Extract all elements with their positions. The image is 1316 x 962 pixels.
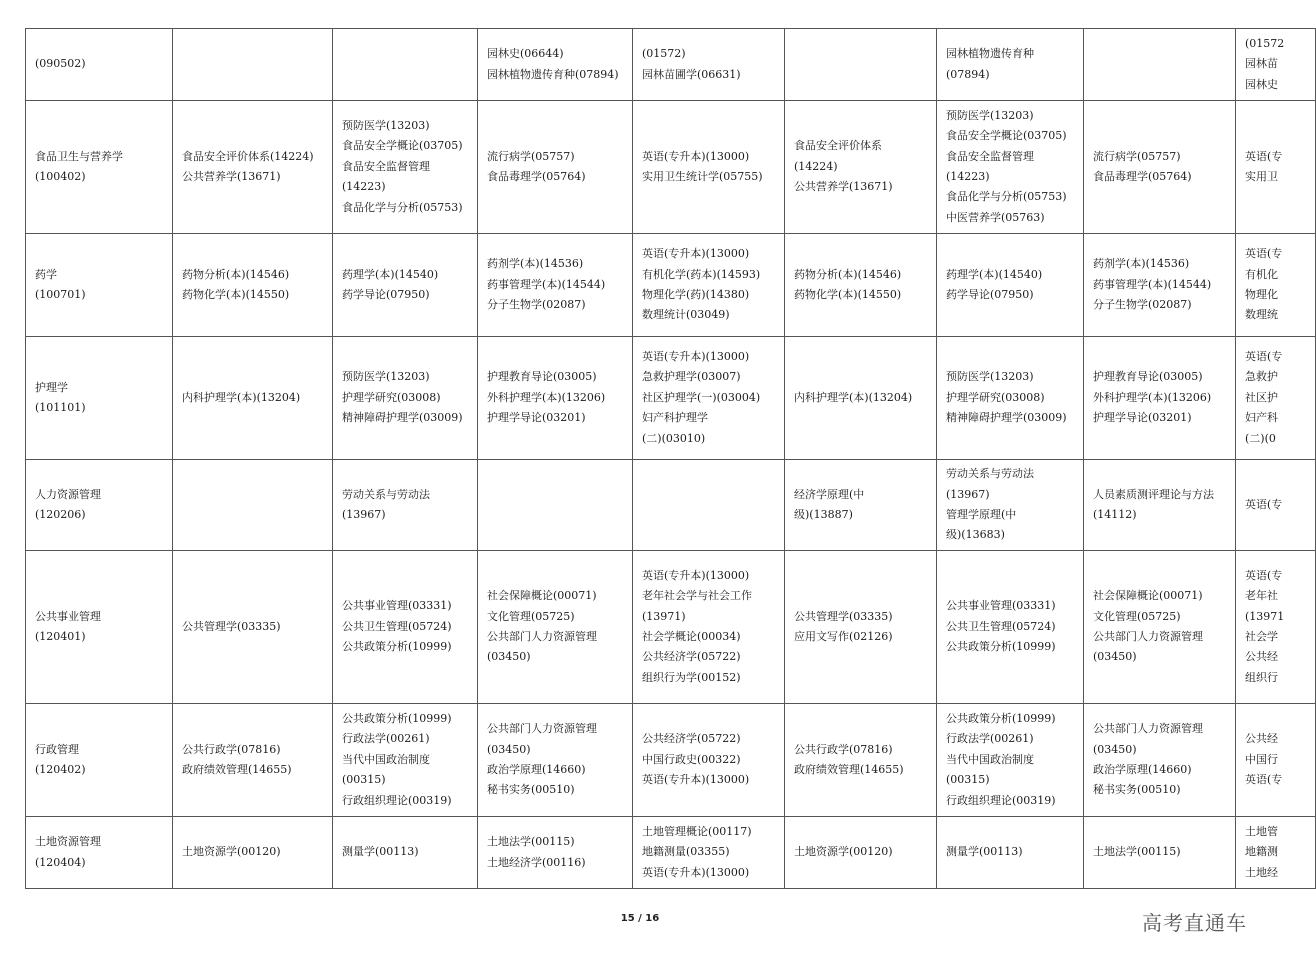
course-entry: 公共政策分析(10999) bbox=[342, 711, 452, 725]
course-entry: 社会保障概论(00071) bbox=[487, 589, 597, 603]
course-col-2 bbox=[173, 704, 333, 817]
course-entry: 药剂学(本)(14536) bbox=[487, 257, 584, 271]
course-entry: 级)(13887) bbox=[794, 508, 853, 521]
course-entry: 中国行 bbox=[1245, 752, 1278, 766]
course-entry: 药剂学(本)(14536) bbox=[1093, 257, 1190, 271]
course-entry: 土地经济学(00116) bbox=[487, 855, 586, 869]
course-entry: 食品安全监督管理 bbox=[342, 159, 430, 173]
course-col-3 bbox=[333, 234, 478, 337]
course-entry: (13967) bbox=[342, 508, 386, 521]
course-entry: 英语(专 bbox=[1245, 149, 1283, 163]
major-code: (120401) bbox=[35, 630, 86, 643]
course-col-4 bbox=[478, 551, 633, 704]
course-entry: 英语(专 bbox=[1245, 773, 1283, 787]
course-entry: (01572) bbox=[642, 47, 686, 61]
course-entry: 内科护理学(本)(13204) bbox=[794, 390, 913, 404]
course-entry: 英语(专升本)(13000) bbox=[642, 349, 750, 363]
major-name: 护理学 bbox=[35, 380, 68, 394]
course-col-3 bbox=[333, 101, 478, 234]
course-entry: 土地资源学(00120) bbox=[182, 845, 281, 859]
course-col-6 bbox=[785, 551, 937, 704]
course-col-2 bbox=[173, 817, 333, 889]
course-entry: 文化管理(05725) bbox=[1093, 609, 1181, 623]
course-entry: 公共部门人力资源管理 bbox=[1093, 722, 1203, 736]
course-col-7 bbox=[937, 337, 1084, 460]
course-entry: 物理化学(药)(14380) bbox=[642, 288, 750, 301]
major-code: (100402) bbox=[35, 170, 86, 183]
major-code: (120206) bbox=[35, 508, 86, 521]
course-entry: 公共事业管理(03331) bbox=[946, 599, 1056, 613]
course-col-8 bbox=[1084, 704, 1236, 817]
course-col-6 bbox=[785, 704, 937, 817]
course-col-5 bbox=[633, 234, 785, 337]
course-entry: 药事管理学(本)(14544) bbox=[1093, 277, 1212, 291]
course-entry: 行政法学(00261) bbox=[946, 732, 1034, 746]
course-entry: (14224) bbox=[794, 159, 838, 173]
course-col-6 bbox=[785, 817, 937, 889]
course-entry: 组织行 bbox=[1245, 670, 1278, 684]
major-code: (120402) bbox=[35, 763, 86, 776]
course-col-9-clipped bbox=[1236, 460, 1316, 551]
course-entry: 公共经济学(05722) bbox=[642, 732, 741, 746]
course-entry: 护理学导论(03201) bbox=[1093, 411, 1192, 425]
course-entry: 英语(专 bbox=[1245, 497, 1283, 511]
course-entry: (01572 bbox=[1245, 36, 1285, 50]
course-entry: (14223) bbox=[342, 180, 386, 194]
course-entry: (03450) bbox=[487, 742, 531, 756]
course-entry: 级)(13683) bbox=[946, 528, 1005, 542]
course-entry: 精神障碍护理学(03009) bbox=[946, 411, 1067, 425]
course-entry: 急救护 bbox=[1245, 370, 1278, 384]
course-entry: 外科护理学(本)(13206) bbox=[1093, 390, 1212, 404]
course-entry: 药物分析(本)(14546) bbox=[794, 267, 902, 281]
course-col-3 bbox=[333, 337, 478, 460]
course-entry: 政治学原理(14660) bbox=[1093, 763, 1192, 776]
course-entry: 食品安全学概论(03705) bbox=[342, 139, 463, 153]
course-entry: 精神障碍护理学(03009) bbox=[342, 411, 463, 425]
course-entry: 流行病学(05757) bbox=[487, 149, 575, 163]
course-entry: 实用卫生统计学(05755) bbox=[642, 170, 763, 183]
course-entry: 秘书实务(00510) bbox=[1093, 783, 1181, 797]
major-course-table-page bbox=[25, 28, 1316, 889]
major-name-cell bbox=[26, 704, 173, 817]
course-col-2 bbox=[173, 337, 333, 460]
course-entry: 土地法学(00115) bbox=[1093, 845, 1181, 859]
course-entry: (13967) bbox=[946, 487, 990, 501]
course-col-7 bbox=[937, 460, 1084, 551]
course-entry: 数理统计(03049) bbox=[642, 308, 730, 322]
course-entry: 秘书实务(00510) bbox=[487, 783, 575, 797]
course-col-2 bbox=[173, 101, 333, 234]
course-col-7 bbox=[937, 817, 1084, 889]
course-col-3 bbox=[333, 551, 478, 704]
course-entry: 护理学研究(03008) bbox=[946, 390, 1045, 404]
course-entry: (13971) bbox=[642, 609, 686, 623]
course-entry: 公共政策分析(10999) bbox=[946, 711, 1056, 725]
course-col-2 bbox=[173, 460, 333, 551]
course-col-6 bbox=[785, 234, 937, 337]
course-entry: (03450) bbox=[1093, 650, 1137, 664]
table-row bbox=[26, 551, 1316, 704]
course-entry: 测量学(00113) bbox=[946, 845, 1023, 859]
major-name: 药学 bbox=[35, 267, 57, 281]
course-entry: 护理教育导论(03005) bbox=[487, 370, 597, 384]
course-entry: 中医营养学(05763) bbox=[946, 210, 1045, 224]
major-name: 人力资源管理 bbox=[35, 487, 101, 501]
course-entry: 食品安全评价体系 bbox=[794, 139, 882, 153]
course-entry: 流行病学(05757) bbox=[1093, 149, 1181, 163]
course-entry: 英语(专 bbox=[1245, 247, 1283, 261]
course-col-9-clipped bbox=[1236, 101, 1316, 234]
course-entry: 预防医学(13203) bbox=[946, 108, 1034, 122]
course-col-5 bbox=[633, 101, 785, 234]
course-entry: 预防医学(13203) bbox=[342, 118, 430, 132]
course-entry: 公共卫生管理(05724) bbox=[342, 619, 452, 633]
course-col-8 bbox=[1084, 234, 1236, 337]
course-entry: 药学导论(07950) bbox=[342, 288, 430, 301]
course-entry: 妇产科护理学 bbox=[642, 411, 708, 425]
course-entry: 英语(专 bbox=[1245, 349, 1283, 363]
table-row bbox=[26, 817, 1316, 889]
course-entry: 土地管理概论(00117) bbox=[642, 824, 752, 838]
course-entry: (00315) bbox=[946, 773, 990, 787]
major-name-cell bbox=[26, 29, 173, 101]
course-entry: 公共营养学(13671) bbox=[182, 170, 281, 183]
major-name: 行政管理 bbox=[35, 742, 79, 756]
course-col-9-clipped bbox=[1236, 234, 1316, 337]
course-entry: 药理学(本)(14540) bbox=[946, 267, 1043, 281]
course-col-8 bbox=[1084, 101, 1236, 234]
course-entry: 实用卫 bbox=[1245, 170, 1278, 183]
course-col-5 bbox=[633, 551, 785, 704]
major-code: (120404) bbox=[35, 855, 86, 869]
course-entry: 物理化 bbox=[1245, 288, 1278, 301]
course-col-4 bbox=[478, 234, 633, 337]
course-col-3 bbox=[333, 29, 478, 101]
major-name: (090502) bbox=[35, 57, 86, 71]
table-row bbox=[26, 101, 1316, 234]
course-entry: 行政组织理论(00319) bbox=[342, 793, 452, 807]
course-col-6 bbox=[785, 337, 937, 460]
course-entry: 有机化学(药本)(14593) bbox=[642, 267, 761, 281]
course-entry: 药物化学(本)(14550) bbox=[794, 288, 902, 301]
course-entry: 劳动关系与劳动法 bbox=[946, 467, 1034, 481]
course-entry: 药事管理学(本)(14544) bbox=[487, 277, 606, 291]
course-entry: 当代中国政治制度 bbox=[342, 752, 430, 766]
table-row bbox=[26, 460, 1316, 551]
major-name: 食品卫生与营养学 bbox=[35, 149, 123, 163]
table-row bbox=[26, 29, 1316, 101]
course-entry: 中国行政史(00322) bbox=[642, 752, 741, 766]
course-col-3 bbox=[333, 460, 478, 551]
course-col-2 bbox=[173, 551, 333, 704]
course-col-4 bbox=[478, 337, 633, 460]
course-col-4 bbox=[478, 29, 633, 101]
major-code: (100701) bbox=[35, 288, 86, 301]
course-col-9-clipped bbox=[1236, 704, 1316, 817]
course-col-7 bbox=[937, 551, 1084, 704]
course-entry: 园林史(06644) bbox=[487, 47, 564, 61]
course-entry: 土地法学(00115) bbox=[487, 835, 575, 849]
course-entry: 公共行政学(07816) bbox=[794, 742, 893, 756]
course-entry: (00315) bbox=[342, 773, 386, 787]
course-entry: 劳动关系与劳动法 bbox=[342, 487, 430, 501]
course-entry: 公共经济学(05722) bbox=[642, 650, 741, 664]
course-entry: 老年社会学与社会工作 bbox=[642, 589, 752, 603]
course-entry: 政治学原理(14660) bbox=[487, 763, 586, 776]
major-name-cell bbox=[26, 460, 173, 551]
course-col-3 bbox=[333, 704, 478, 817]
course-entry: 妇产科 bbox=[1245, 411, 1278, 425]
course-entry: 公共政策分析(10999) bbox=[946, 640, 1056, 654]
course-entry: 当代中国政治制度 bbox=[946, 752, 1034, 766]
course-entry: 护理学导论(03201) bbox=[487, 411, 586, 425]
course-entry: 社区护理学(一)(03004) bbox=[642, 390, 761, 404]
course-entry: 公共事业管理(03331) bbox=[342, 599, 452, 613]
course-entry: 数理统 bbox=[1245, 308, 1278, 322]
course-entry: 社会学 bbox=[1245, 630, 1278, 643]
course-entry: 有机化 bbox=[1245, 267, 1278, 281]
major-name-cell bbox=[26, 551, 173, 704]
course-entry: 土地管 bbox=[1245, 824, 1278, 838]
course-col-4 bbox=[478, 460, 633, 551]
course-entry: 药物分析(本)(14546) bbox=[182, 267, 290, 281]
course-entry: 食品安全评价体系(14224) bbox=[182, 149, 314, 163]
course-col-9-clipped bbox=[1236, 29, 1316, 101]
course-col-7 bbox=[937, 704, 1084, 817]
course-entry: 公共管理学(03335) bbox=[794, 609, 893, 623]
course-col-8 bbox=[1084, 551, 1236, 704]
major-name-cell bbox=[26, 234, 173, 337]
course-col-5 bbox=[633, 460, 785, 551]
course-entry: 药物化学(本)(14550) bbox=[182, 288, 290, 301]
course-col-9-clipped bbox=[1236, 337, 1316, 460]
course-col-7 bbox=[937, 101, 1084, 234]
course-entry: (13971 bbox=[1245, 609, 1285, 623]
course-entry: 社区护 bbox=[1245, 390, 1278, 404]
course-entry: 英语(专升本)(13000) bbox=[642, 247, 750, 261]
course-col-8 bbox=[1084, 29, 1236, 101]
course-entry: (14223) bbox=[946, 170, 990, 183]
course-entry: 分子生物学(02087) bbox=[487, 298, 586, 312]
course-col-4 bbox=[478, 704, 633, 817]
course-entry: 公共经 bbox=[1245, 650, 1278, 664]
course-entry: 公共部门人力资源管理 bbox=[487, 630, 597, 643]
course-col-8 bbox=[1084, 817, 1236, 889]
course-col-7 bbox=[937, 29, 1084, 101]
table-row bbox=[26, 337, 1316, 460]
course-entry: 公共卫生管理(05724) bbox=[946, 619, 1056, 633]
course-entry: 园林史 bbox=[1245, 77, 1278, 91]
course-entry: 公共管理学(03335) bbox=[182, 619, 281, 633]
course-entry: 行政组织理论(00319) bbox=[946, 793, 1056, 807]
course-entry: 英语(专升本)(13000) bbox=[642, 568, 750, 582]
course-entry: 管理学原理(中 bbox=[946, 508, 1017, 521]
course-entry: 老年社 bbox=[1245, 589, 1278, 603]
course-entry: 食品安全学概论(03705) bbox=[946, 129, 1067, 143]
major-name: 公共事业管理 bbox=[35, 609, 101, 623]
page-number: 15 / 16 bbox=[620, 913, 660, 924]
course-table bbox=[25, 28, 1316, 889]
course-entry: 公共部门人力资源管理 bbox=[1093, 630, 1203, 643]
table-row bbox=[26, 704, 1316, 817]
course-entry: 园林苗 bbox=[1245, 57, 1278, 71]
course-entry: 社会学概论(00034) bbox=[642, 630, 741, 643]
course-entry: 土地资源学(00120) bbox=[794, 845, 893, 859]
course-entry: 园林植物遗传育种(07894) bbox=[487, 67, 619, 81]
course-entry: 文化管理(05725) bbox=[487, 609, 575, 623]
course-entry: 英语(专 bbox=[1245, 568, 1283, 582]
course-entry: 公共营养学(13671) bbox=[794, 180, 893, 194]
major-code: (101101) bbox=[35, 401, 86, 414]
course-entry: 护理教育导论(03005) bbox=[1093, 370, 1203, 384]
course-entry: 英语(专升本)(13000) bbox=[642, 149, 750, 163]
course-entry: 分子生物学(02087) bbox=[1093, 298, 1192, 312]
course-col-9-clipped bbox=[1236, 551, 1316, 704]
course-entry: 预防医学(13203) bbox=[342, 370, 430, 384]
course-entry: 外科护理学(本)(13206) bbox=[487, 390, 606, 404]
major-name-cell bbox=[26, 817, 173, 889]
course-entry: 公共行政学(07816) bbox=[182, 742, 281, 756]
course-entry: 预防医学(13203) bbox=[946, 370, 1034, 384]
course-entry: 食品安全监督管理 bbox=[946, 149, 1034, 163]
course-entry: (07894) bbox=[946, 67, 990, 81]
course-entry: 园林苗圃学(06631) bbox=[642, 67, 741, 81]
course-entry: 食品毒理学(05764) bbox=[487, 170, 586, 183]
course-entry: 食品化学与分析(05753) bbox=[342, 200, 463, 214]
course-entry: (14112) bbox=[1093, 508, 1137, 521]
course-entry: 英语(专升本)(13000) bbox=[642, 865, 750, 879]
major-name: 土地资源管理 bbox=[35, 835, 101, 849]
course-entry: 内科护理学(本)(13204) bbox=[182, 390, 301, 404]
course-entry: 行政法学(00261) bbox=[342, 732, 430, 746]
course-entry: 经济学原理(中 bbox=[794, 487, 865, 501]
course-entry: (二)(0 bbox=[1245, 431, 1276, 445]
course-entry: 地籍测量(03355) bbox=[642, 845, 730, 859]
course-col-6 bbox=[785, 460, 937, 551]
course-col-6 bbox=[785, 101, 937, 234]
course-entry: 公共政策分析(10999) bbox=[342, 640, 452, 654]
course-entry: 组织行为学(00152) bbox=[642, 670, 741, 684]
course-entry: 药理学(本)(14540) bbox=[342, 267, 439, 281]
course-entry: 政府绩效管理(14655) bbox=[182, 763, 292, 776]
course-col-5 bbox=[633, 337, 785, 460]
major-name-cell bbox=[26, 101, 173, 234]
course-col-8 bbox=[1084, 337, 1236, 460]
course-entry: 政府绩效管理(14655) bbox=[794, 763, 904, 776]
course-col-2 bbox=[173, 234, 333, 337]
course-entry: 英语(专升本)(13000) bbox=[642, 773, 750, 787]
course-entry: 社会保障概论(00071) bbox=[1093, 589, 1203, 603]
course-col-7 bbox=[937, 234, 1084, 337]
course-entry: 食品化学与分析(05753) bbox=[946, 190, 1067, 204]
course-entry: 园林植物遗传育种 bbox=[946, 47, 1034, 61]
course-col-2 bbox=[173, 29, 333, 101]
course-entry: (03450) bbox=[1093, 742, 1137, 756]
major-name-cell bbox=[26, 337, 173, 460]
course-col-5 bbox=[633, 817, 785, 889]
table-row bbox=[26, 234, 1316, 337]
course-entry: (二)(03010) bbox=[642, 431, 706, 445]
course-entry: 地籍测 bbox=[1245, 845, 1278, 859]
course-entry: (03450) bbox=[487, 650, 531, 664]
course-entry: 急救护理学(03007) bbox=[642, 370, 741, 384]
course-entry: 护理学研究(03008) bbox=[342, 390, 441, 404]
course-col-5 bbox=[633, 704, 785, 817]
watermark-logo-text: 高考直通车 bbox=[1142, 911, 1247, 935]
course-col-4 bbox=[478, 101, 633, 234]
course-entry: 土地经 bbox=[1245, 865, 1278, 879]
course-col-9-clipped bbox=[1236, 817, 1316, 889]
course-col-8 bbox=[1084, 460, 1236, 551]
course-col-6 bbox=[785, 29, 937, 101]
course-col-4 bbox=[478, 817, 633, 889]
course-entry: 药学导论(07950) bbox=[946, 288, 1034, 301]
course-entry: 应用文写作(02126) bbox=[794, 630, 893, 643]
course-entry: 食品毒理学(05764) bbox=[1093, 170, 1192, 183]
course-entry: 公共经 bbox=[1245, 732, 1278, 746]
course-col-5 bbox=[633, 29, 785, 101]
course-entry: 公共部门人力资源管理 bbox=[487, 722, 597, 736]
course-entry: 测量学(00113) bbox=[342, 845, 419, 859]
course-entry: 人员素质测评理论与方法 bbox=[1093, 487, 1214, 501]
course-col-3 bbox=[333, 817, 478, 889]
